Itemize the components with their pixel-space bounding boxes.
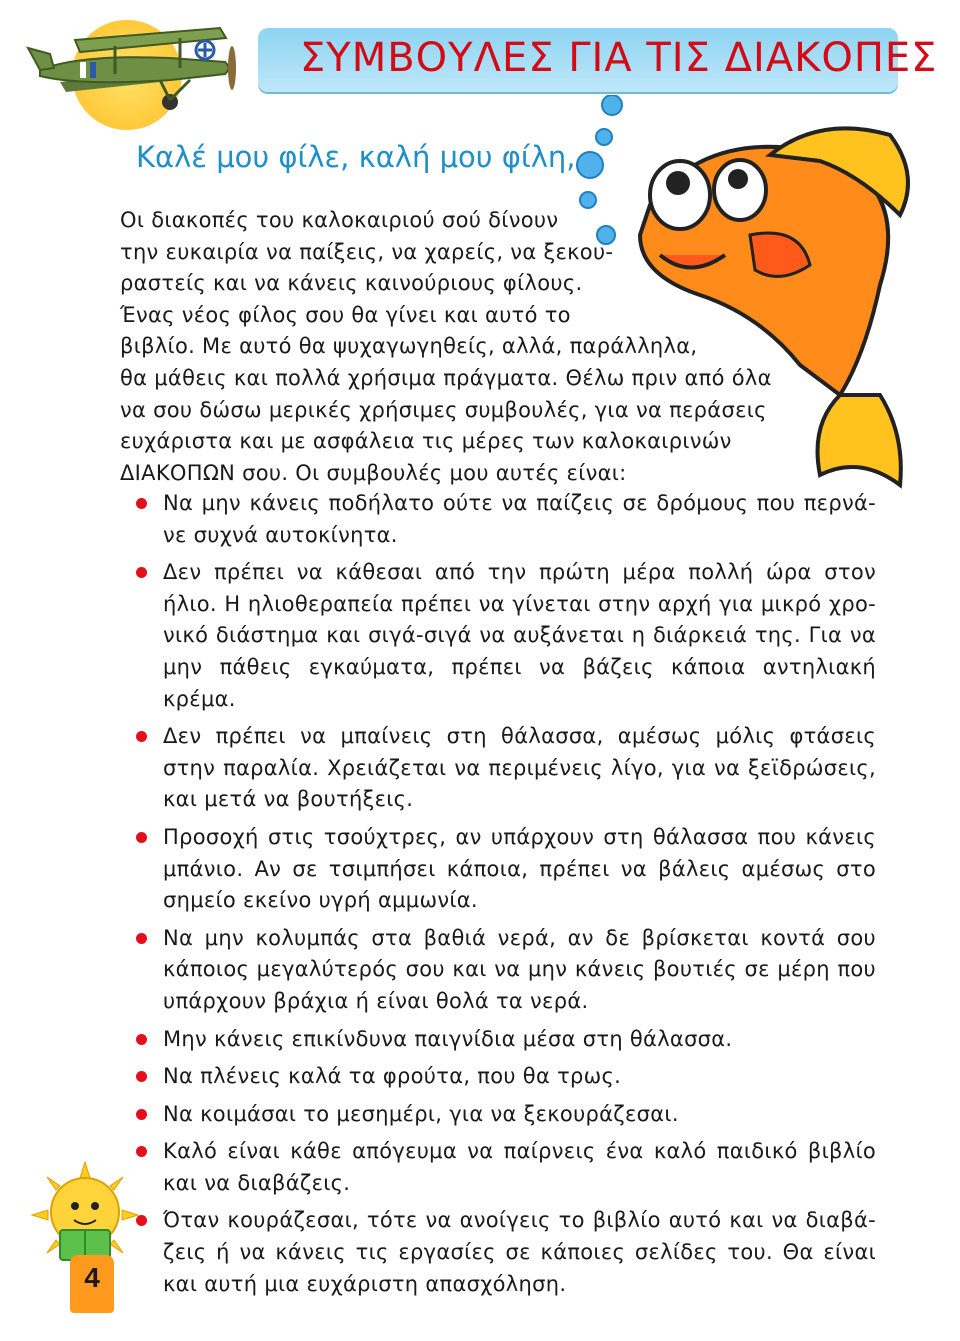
list-item bbox=[136, 1024, 876, 1056]
list-item bbox=[136, 557, 876, 715]
intro-paragraph bbox=[120, 205, 780, 489]
bullet-icon bbox=[136, 1109, 147, 1120]
bullet-icon bbox=[136, 731, 147, 742]
intro-line: ευχάριστα και με ασφάλεια τις μέρες των καλοκαιρινών bbox=[120, 429, 732, 454]
tip-text: Να κοιμάσαι το μεσημέρι, για να ξεκουράζεσαι. bbox=[163, 1101, 679, 1126]
tip-text: Προσοχή στις τσούχτρες, αν υπάρχουν στη θάλασσα που κάνεις μπάνιο. Αν σε τσιμπήσει κάποια, πρέπει να βάλεις αμέσως στο σημείο εκείνο υγρή αμμωνία. bbox=[163, 824, 876, 913]
tip-text: Όταν κουράζεσαι, τότε να ανοίγεις το βιβλίο αυτό και να διαβά-ζεις ή να κάνεις τις εργασίες σε κάποιες σελίδες του. Θα είναι και αυτή μια ευχάριστη απασχόληση. bbox=[163, 1208, 876, 1296]
intro-line: Ένας νέος φίλος σου θα γίνει και αυτό το bbox=[120, 302, 571, 327]
list-item bbox=[136, 822, 876, 917]
intro-line: την ευκαιρία να παίξεις, να χαρείς, να ξεκου- bbox=[120, 239, 614, 264]
intro-line: να σου δώσω μερικές χρήσιμες συμβουλές, για να περάσεις bbox=[120, 397, 767, 422]
intro-line: Οι διακοπές του καλοκαιριού σού δίνουν bbox=[120, 208, 559, 232]
list-item bbox=[136, 1136, 876, 1199]
intro-line: βιβλίο. Με αυτό θα ψυχαγωγηθείς, αλλά, παράλληλα, bbox=[120, 334, 698, 359]
intro-line: ραστείς και να κάνεις καινούριους φίλους. bbox=[120, 271, 583, 296]
bullet-icon bbox=[136, 933, 147, 944]
tips-list bbox=[136, 488, 876, 1300]
tip-text: Μην κάνεις επικίνδυνα παιγνίδια μέσα στη θάλασσα. bbox=[163, 1026, 733, 1051]
bullet-icon bbox=[136, 1034, 147, 1045]
intro-line: θα μάθεις και πολλά χρήσιμα πράγματα. Θέλω πριν από όλα bbox=[120, 365, 772, 390]
biplane-icon bbox=[20, 10, 250, 120]
list-item bbox=[136, 1061, 876, 1093]
list-item bbox=[136, 721, 876, 816]
page-number: 4 bbox=[84, 1262, 100, 1293]
bullet-icon bbox=[136, 567, 147, 578]
list-item bbox=[136, 488, 876, 551]
tip-text: Να πλένεις καλά τα φρούτα, που θα τρως. bbox=[163, 1064, 622, 1089]
page-title: ΣΥΜΒΟΥΛΕΣ ΓΙΑ ΤΙΣ ΔΙΑΚΟΠΕΣ bbox=[300, 35, 938, 81]
bullet-icon bbox=[136, 498, 147, 509]
tip-text: Να μην κολυμπάς στα βαθιά νερά, αν δε βρίσκεται κοντά σου κάποιος μεγαλύτερός σου και να μην κάνεις βουτιές σε μέρη που υπάρχουν βράχια ή είναι θολά τα νερά. bbox=[163, 925, 876, 1013]
list-item bbox=[136, 1099, 876, 1131]
intro-line: ΔΙΑΚΟΠΩΝ σου. Οι συμβουλές μου αυτές είναι: bbox=[120, 460, 627, 485]
list-item bbox=[136, 923, 876, 1018]
list-item bbox=[136, 1205, 876, 1300]
tip-text: Δεν πρέπει να μπαίνεις στη θάλασσα, αμέσως μόλις φτάσεις στην παραλία. Χρειάζεται να περιμένεις λίγο, για να ξεϊδρώσεις, και μετά να βουτήξεις. bbox=[163, 724, 876, 812]
bullet-icon bbox=[136, 832, 147, 843]
tip-text: Καλό είναι κάθε απόγευμα να παίρνεις ένα καλό παιδικό βιβλίο και να διαβάζεις. bbox=[163, 1139, 876, 1195]
bullet-icon bbox=[136, 1071, 147, 1082]
greeting-heading: Καλέ μου φίλε, καλή μου φίλη, bbox=[136, 140, 576, 174]
tip-text: Να μην κάνεις ποδήλατο ούτε να παίζεις σε δρόμους που περνά- νε συχνά αυτοκίνητα. bbox=[163, 491, 876, 547]
tip-text: Δεν πρέπει να κάθεσαι από την πρώτη μέρα πολλή ώρα στον ήλιο. Η ηλιοθεραπεία πρέπει να γίνεται στην αρχή για μικρό χρο-νικό διάστημα και σιγά-σιγά να αυξάνεται η διάρκειά της. Για να μην πάθεις εγκαύματα, πρέπει να βάζεις κάποια αντηλιακή κρέμα. bbox=[163, 560, 876, 711]
bullet-icon bbox=[136, 1146, 147, 1157]
sun-reading-book-icon bbox=[30, 1160, 140, 1270]
